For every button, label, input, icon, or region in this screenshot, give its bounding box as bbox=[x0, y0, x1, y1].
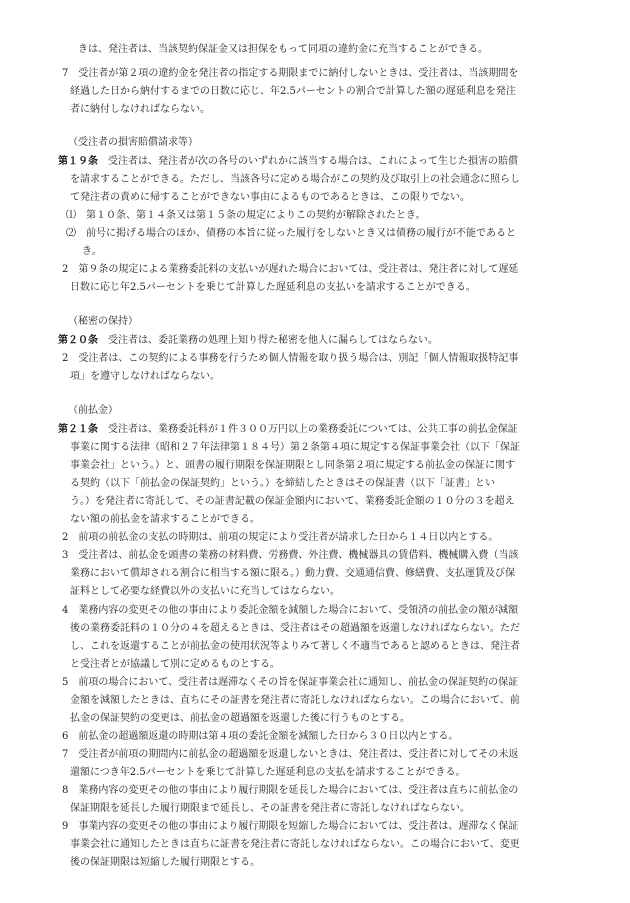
article-19-heading: （受注者の損害賠償請求等） bbox=[68, 137, 198, 148]
article-20-para-2-line-1: 2 受注者は、この契約による事務を行うため個人情報を取り扱う場合は、別記「個人情報取扱特記事 bbox=[62, 353, 519, 364]
article-21-para-5-line-2: 金額を減額したときは、直ちにその証書を発注者に寄託しなければならない。この場合において、前 bbox=[70, 695, 520, 706]
prev-clause-7-line-2: 経過した日から納付するまでの日数に応じ、年2.5パーセントの割合で計算した額の遅延利息を発注 bbox=[70, 86, 516, 97]
article-21-para-1-line-4: る契約（以下「前払金の保証契約」という。）を締結したときはその保証書（以下「証書」とい bbox=[70, 478, 495, 489]
article-21-heading: （前払金） bbox=[68, 405, 118, 416]
prev-clause-7-line-1: 7 受注者が第２項の違約金を発注者の指定する期限までに納付しないときは、受注者は、当該期間を bbox=[62, 68, 519, 79]
article-21-para-5-line-1: 5 前項の場合において、受注者は遅滞なくその旨を保証事業会社に通知し、前払金の保証契約の保証 bbox=[62, 677, 519, 688]
article-21-para-1-line-6: ない額の前払金を請求することができる。 bbox=[70, 514, 260, 525]
article-21-para-3-line-2: 業務において償却される割合に相当する額に限る。）動力費、交通通信費、修繕費、支払運賃及び保 bbox=[70, 568, 515, 579]
article-20-number: 第２０条 bbox=[58, 335, 98, 346]
article-19-number: 第１９条 bbox=[58, 156, 98, 167]
article-21-para-3-line-1: 3 受注者は、前払金を頭書の業務の材料費、労務費、外注費、機械器具の賃借料、機械購入費（当該 bbox=[62, 550, 519, 561]
article-19-para-1-line-3: て発注者の責めに帰することができない事由によるものであるときは、この限りでない。 bbox=[70, 192, 470, 203]
article-21-number: 第２１条 bbox=[58, 424, 98, 435]
article-21-para-5-line-3: 払金の保証契約の変更は、前払金の超過額を返還した後に行うものとする。 bbox=[70, 713, 410, 724]
article-19-para-1-line-2: を請求することができる。ただし、当該各号に定める場合がこの契約及び取引上の社会通念に照らし bbox=[70, 174, 520, 185]
article-21-para-4-line-4: と受注者とが協議して別に定めるものとする。 bbox=[70, 659, 280, 670]
article-19-item-1: ⑴ 第１０条、第１４条又は第１５条の規定によりこの契約が解除されたとき。 bbox=[66, 210, 426, 221]
article-21-para-7-line-2: 還額につき年2.5パーセントを乗じて計算した遅延利息の支払を請求することができる。 bbox=[70, 767, 466, 778]
article-21-para-9-line-3: 後の保証期限は短縮した履行期限とする。 bbox=[70, 857, 260, 868]
article-20-para-2-line-2: 項」を遵守しなければならない。 bbox=[70, 371, 220, 382]
article-21-para-3-line-3: 証料として必要な経費以外の支払いに充当してはならない。 bbox=[70, 586, 340, 597]
article-19-para-2-line-1: 2 第９条の規定による業務委託料の支払いが遅れた場合においては、受注者は、発注者に対して遅延 bbox=[62, 264, 519, 275]
article-21-para-4-line-1: 4 業務内容の変更その他の事由により委託金額を減額した場合において、受領済の前払金の額が減額 bbox=[62, 605, 519, 616]
article-20-heading: （秘密の保持） bbox=[68, 316, 138, 327]
article-21-para-1-line-3: 事業会社」という。）と、頭書の履行期限を保証期限とし同条第２項に規定する前払金の保証に関す bbox=[70, 460, 515, 471]
article-21-para-7-line-1: 7 受注者が前項の期間内に前払金の超過額を返還しないときは、発注者は、受注者に対してその未返 bbox=[62, 749, 519, 760]
article-21-para-2: 2 前項の前払金の支払の時期は、前項の規定により受注者が請求した日から１４日以内とする。 bbox=[62, 532, 499, 543]
article-19-item-2-line-1: ⑵ 前号に掲げる場合のほか、債務の本旨に従った履行をしないとき又は債務の履行が不能であると bbox=[66, 228, 516, 239]
article-21-para-8-line-1: 8 業務内容の変更その他の事由により履行期限を延長した場合においては、受注者は直ちに前払金の bbox=[62, 785, 519, 796]
article-21-para-1-line-5: う。）を発注者に寄託して、その証書記載の保証金額内において、業務委託金額の１０分の３を超え bbox=[70, 496, 515, 507]
article-21-para-4-line-3: し、これを返還することが前払金の使用状況等よりみて著しく不適当であると認めるときは、発注者 bbox=[70, 641, 520, 652]
article-21-para-1-line-2: 事業に関する法律（昭和２７年法律第１８４号）第２条第４項に規定する保証事業会社（以下「保証 bbox=[70, 442, 520, 453]
article-21-para-1-line-1: 受注者は、業務委託料が１件３００万円以上の業務委託については、公共工事の前払金保証 bbox=[108, 424, 518, 435]
prev-clause-6-line-1: きは、発注者は、当該契約保証金又は担保をもって同項の違約金に充当することができる。 bbox=[78, 44, 488, 55]
article-20-para-1: 受注者は、委託業務の処理上知り得た秘密を他人に漏らしてはならない。 bbox=[108, 335, 438, 346]
article-21-para-8-line-2: 保証期限を延長した履行期限まで延長し、その証書を発注者に寄託しなければならない。 bbox=[70, 803, 470, 814]
article-19-para-2-line-2: 日数に応じ年2.5パーセントを乗じて計算した遅延利息の支払いを請求することができる。 bbox=[70, 282, 476, 293]
article-21-para-9-line-2: 事業会社に通知したときは直ちに証書を発注者に寄託しなければならない。この場合において、変更 bbox=[70, 839, 520, 850]
article-21-para-4-line-2: 後の業務委託料の１０分の４を超えるときは、受注者はその超過額を返還しなければならない。ただ bbox=[70, 623, 520, 634]
article-21-para-9-line-1: 9 事業内容の変更その他の事由により履行期限を短縮した場合においては、受注者は、遅滞なく保証 bbox=[62, 821, 519, 832]
article-19-item-2-line-2: き。 bbox=[82, 246, 102, 257]
article-19-para-1-line-1: 受注者は、発注者が次の各号のいずれかに該当する場合は、これによって生じた損害の賠償 bbox=[108, 156, 518, 167]
prev-clause-7-line-3: 者に納付しなければならない。 bbox=[70, 104, 210, 115]
article-21-para-6: 6 前払金の超過額返還の時期は第４項の委託金額を減額した日から３０日以内とする。 bbox=[62, 731, 459, 742]
